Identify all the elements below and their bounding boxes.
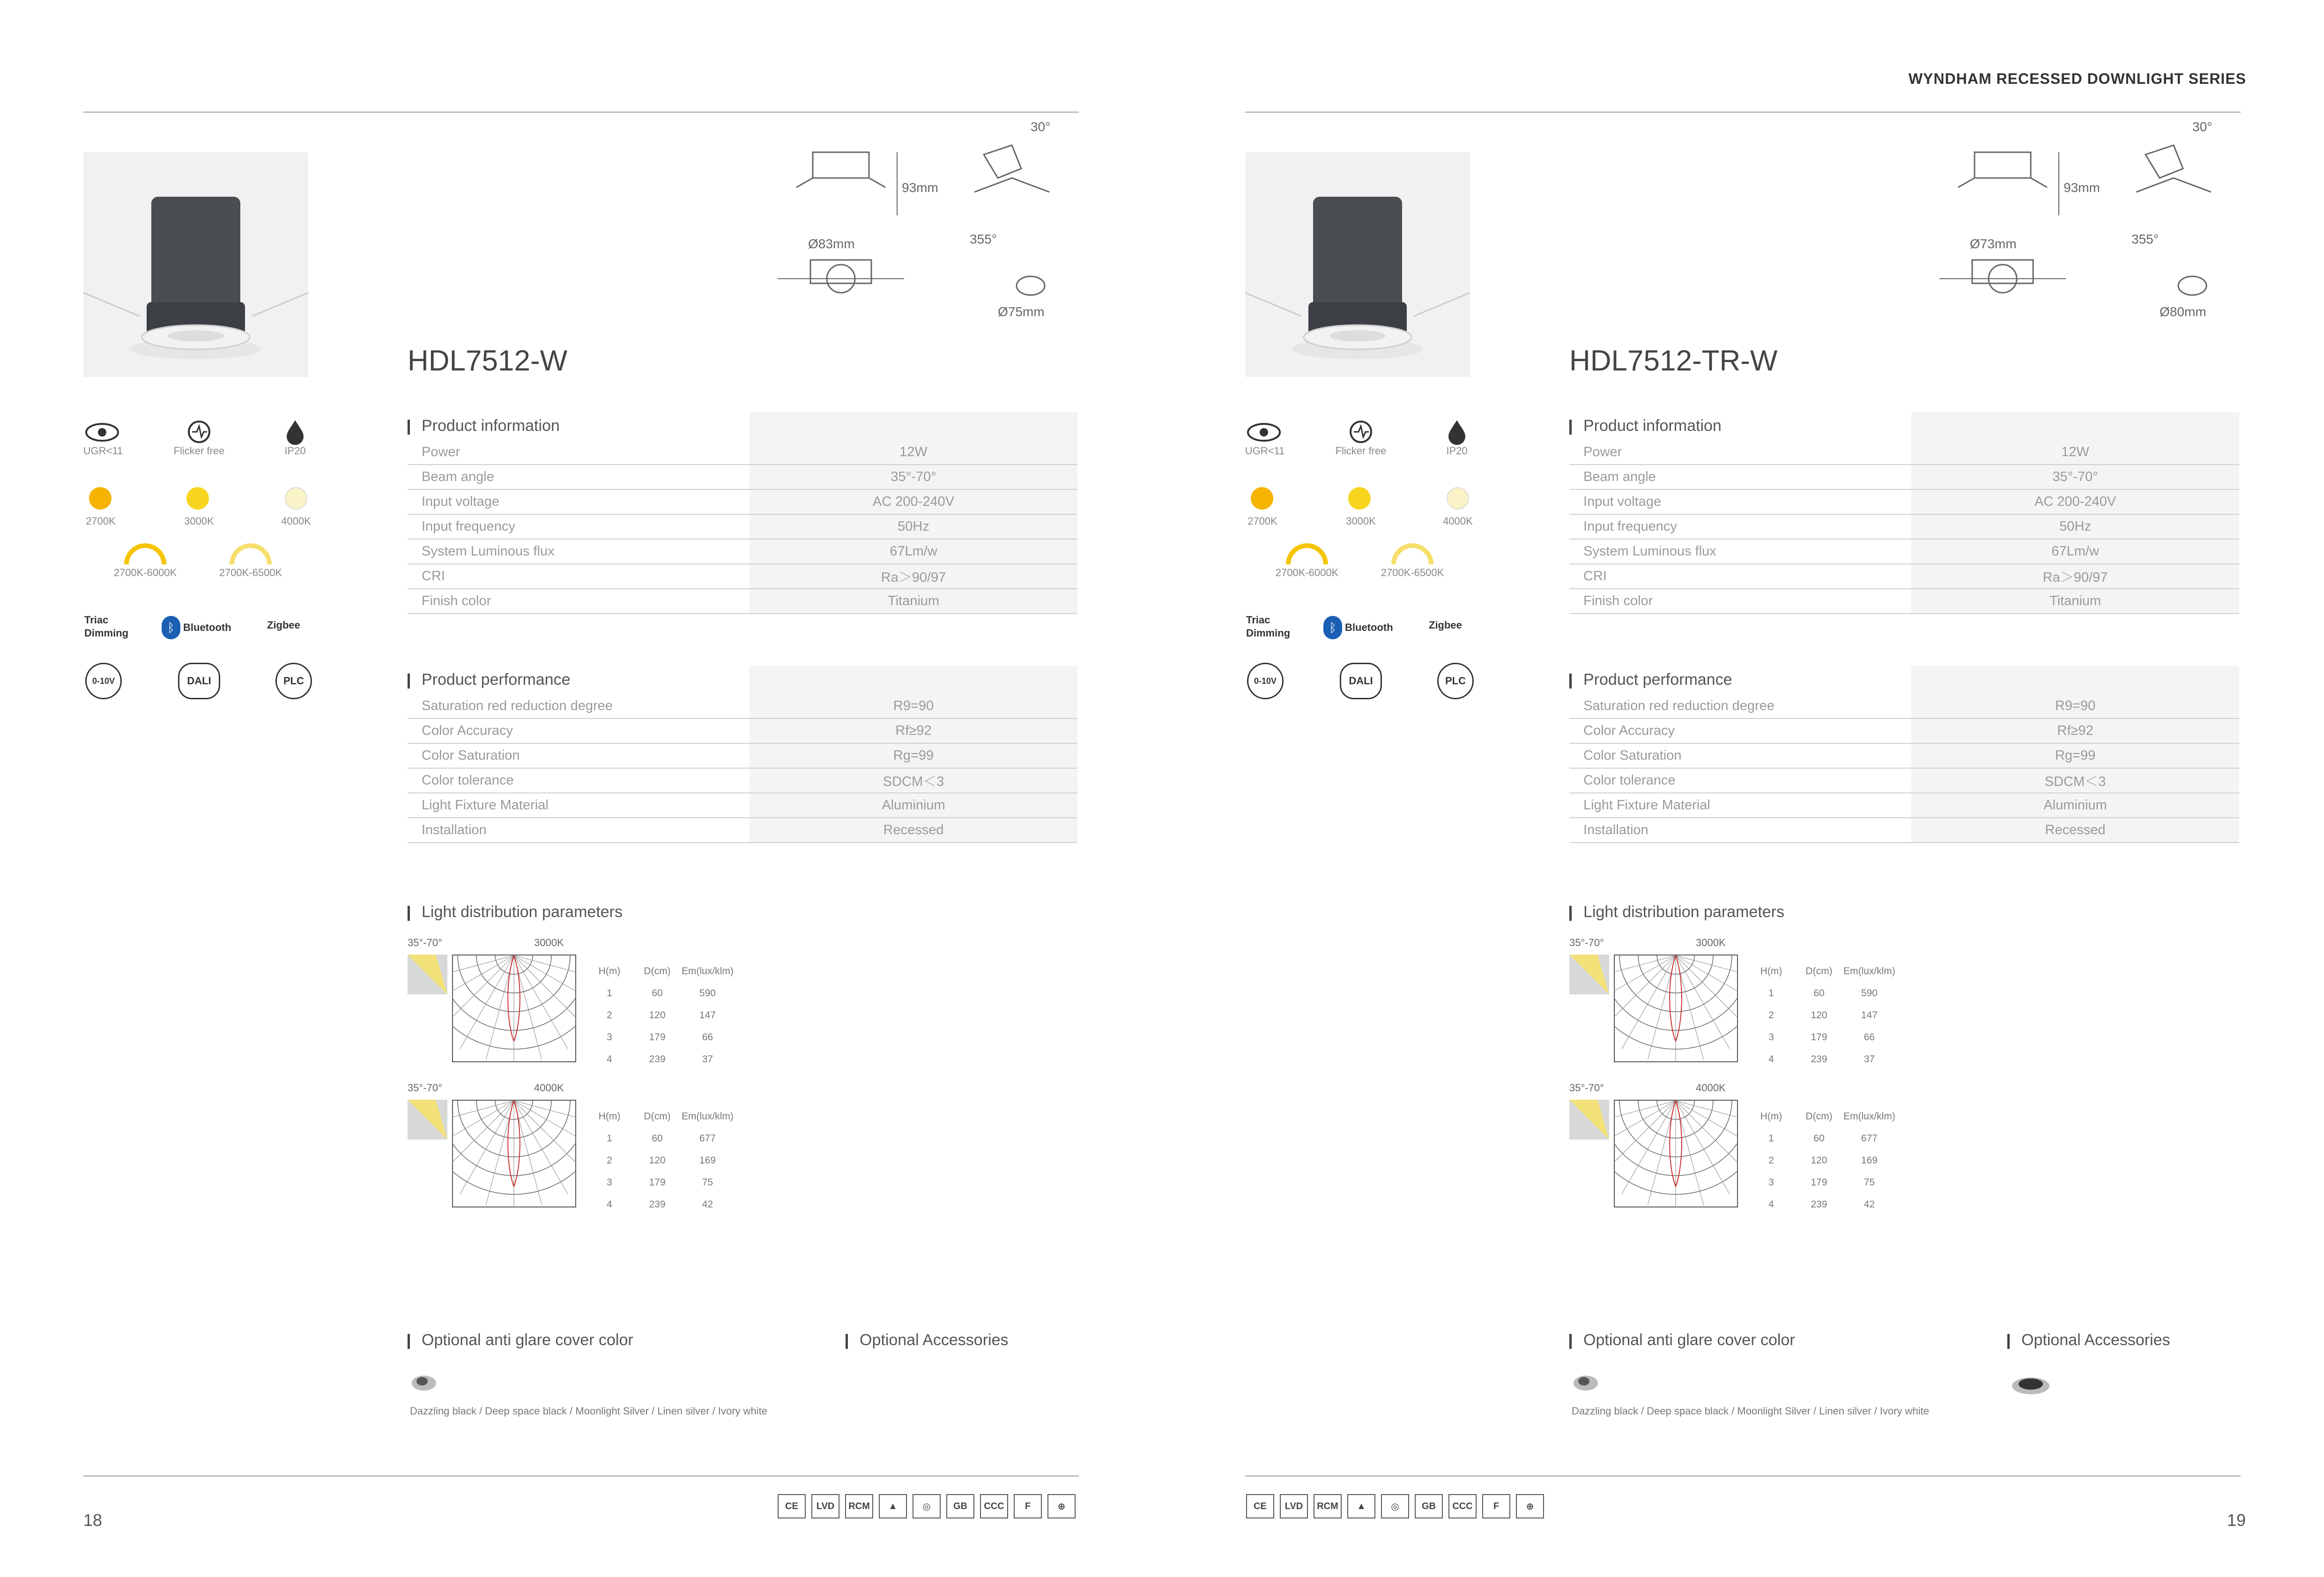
cct-2700-label: 2700K (86, 515, 116, 527)
spec-row (408, 589, 1077, 614)
dim-height: 93mm (902, 180, 938, 195)
illuminance-cell: 1 (1768, 987, 1774, 999)
spec-row (1569, 539, 2239, 564)
spec-value: 67Lm/w (1911, 539, 2239, 564)
illuminance-row (586, 1171, 734, 1193)
illuminance-cell: 2 (1768, 1155, 1774, 1166)
catalog-page (1162, 0, 2324, 1577)
bluetooth-label: Bluetooth (183, 622, 231, 633)
spec-row (1569, 564, 2239, 589)
v010-badge: 0-10V (85, 663, 122, 699)
spec-row (1569, 489, 2239, 514)
illuminance-cell: 1 (607, 987, 612, 999)
spec-row (408, 694, 1077, 718)
illuminance-row (586, 1004, 734, 1026)
bottom-divider (1245, 1475, 2241, 1477)
spec-row (1569, 514, 2239, 539)
anti-glare-title: Optional anti glare cover color (408, 1331, 633, 1349)
cct-4000-swatch (1447, 487, 1469, 510)
product-info-title: Product information (408, 417, 560, 435)
spec-value: Titanium (750, 589, 1077, 614)
spec-row (408, 768, 1077, 793)
spec-value: 50Hz (750, 514, 1077, 539)
spec-key: Input voltage (408, 489, 750, 514)
series-title: WYNDHAM RECESSED DOWNLIGHT SERIES (1908, 70, 2246, 87)
beam-swatch (408, 1100, 447, 1140)
tunable-6500-label: 2700K-6500K (219, 567, 282, 578)
illuminance-cell: 120 (1811, 1155, 1827, 1166)
spec-key: Finish color (408, 589, 750, 614)
spec-value: 35°-70° (1911, 465, 2239, 489)
ip-label: IP20 (1446, 445, 1468, 457)
anti-glare-caption: Dazzling black / Deep space black / Moonlight Silver / Linen silver / Ivory white (410, 1405, 768, 1417)
spec-value: Rg=99 (750, 743, 1077, 768)
tunable-arc-icon (227, 539, 274, 567)
dimension-drawing (768, 117, 1096, 333)
cct-2700-swatch (1251, 487, 1273, 510)
cct-4000-label: 4000K (1443, 515, 1473, 527)
illuminance-header: Em(lux/klm) (1843, 1111, 1895, 1122)
cct-3000-label: 3000K (184, 515, 214, 527)
illuminance-cell: 179 (1811, 1177, 1827, 1188)
spec-row (1569, 465, 2239, 489)
spec-key: Color Saturation (1569, 743, 1911, 768)
spec-row (1569, 694, 2239, 718)
illuminance-cell: 120 (1811, 1009, 1827, 1021)
flicker-label: Flicker free (173, 445, 225, 457)
light-dist-block (408, 1082, 735, 1213)
illuminance-row (586, 1193, 734, 1215)
product-perf-table (408, 666, 1077, 843)
spec-value: R9=90 (750, 694, 1077, 718)
illuminance-row (1747, 982, 1896, 1004)
spec-key: Power (1569, 440, 1911, 465)
product-perf-title: Product performance (1569, 671, 1732, 689)
spec-value: AC 200-240V (750, 489, 1077, 514)
cct-4000-swatch (285, 487, 307, 510)
illuminance-header: H(m) (1760, 965, 1782, 977)
spec-key: Light Fixture Material (1569, 793, 1911, 818)
dim-rotate: 355° (970, 232, 997, 246)
spec-row (1569, 743, 2239, 768)
cert-mark: ◎ (913, 1494, 941, 1518)
dim-cutout: Ø73mm (1970, 237, 2017, 251)
illuminance-cell: 147 (699, 1009, 716, 1021)
beam-swatch (408, 955, 447, 994)
plc-badge: PLC (1437, 663, 1474, 699)
illuminance-row (586, 1149, 734, 1171)
spec-key: Beam angle (408, 465, 750, 489)
cct-2700-swatch (89, 487, 111, 510)
cert-mark: ▲ (879, 1494, 907, 1518)
triac-label: Triac Dimming (1246, 614, 1291, 639)
spec-key: Input frequency (408, 514, 750, 539)
cct-2700-label: 2700K (1247, 515, 1277, 527)
spec-key: Installation (408, 818, 750, 843)
cct-label: 4000K (534, 1082, 564, 1094)
illuminance-cell: 4 (1768, 1199, 1774, 1210)
certification-marks-right (1246, 1494, 1544, 1518)
page-number: 19 (2227, 1510, 2246, 1530)
spec-value: SDCM＜3 (1911, 768, 2239, 793)
illuminance-cell: 239 (649, 1199, 666, 1210)
illuminance-cell: 179 (649, 1031, 666, 1043)
spec-key: Color Saturation (408, 743, 750, 768)
illuminance-header: D(cm) (1805, 1111, 1833, 1122)
illuminance-table (586, 1105, 734, 1215)
spec-key: Power (408, 440, 750, 465)
beam-swatch (1569, 955, 1609, 994)
illuminance-cell: 120 (649, 1155, 666, 1166)
cert-mark: GB (946, 1494, 974, 1518)
tunable-6000-label: 2700K-6000K (113, 567, 177, 578)
top-divider (83, 111, 1079, 113)
bluetooth-badge (162, 616, 231, 639)
illuminance-cell: 37 (1864, 1053, 1875, 1065)
bluetooth-label: Bluetooth (1345, 622, 1393, 633)
cert-mark: ▲ (1347, 1494, 1375, 1518)
illuminance-table (1747, 1105, 1896, 1215)
spec-value: Titanium (1911, 589, 2239, 614)
model-name: HDL7512-TR-W (1569, 345, 1778, 377)
ip-icon (281, 418, 309, 446)
spec-value: Rg=99 (1911, 743, 2239, 768)
illuminance-row (586, 1127, 734, 1149)
spec-value: Aluminium (750, 793, 1077, 818)
spec-row (408, 440, 1077, 465)
beam-angle-label: 35°-70° (408, 1082, 442, 1094)
illuminance-cell: 37 (702, 1053, 713, 1065)
dim-hole: Ø75mm (998, 304, 1045, 319)
cert-mark: CCC (980, 1494, 1008, 1518)
polar-diagram (1614, 955, 1738, 1062)
accessory-image (2010, 1370, 2052, 1398)
bluetooth-icon: ᛒ (1323, 616, 1342, 639)
spec-row (1569, 718, 2239, 743)
spec-key: Installation (1569, 818, 1911, 843)
illuminance-cell: 4 (1768, 1053, 1774, 1065)
flicker-label: Flicker free (1335, 445, 1387, 457)
spec-value: SDCM＜3 (750, 768, 1077, 793)
illuminance-table (586, 960, 734, 1070)
spec-value: Rf≥92 (1911, 718, 2239, 743)
bluetooth-icon: ᛒ (162, 616, 180, 639)
spec-key: Beam angle (1569, 465, 1911, 489)
cct-3000-swatch (1348, 487, 1371, 510)
spec-key: Saturation red reduction degree (1569, 694, 1911, 718)
illuminance-row (1747, 1171, 1896, 1193)
beam-angle-label: 35°-70° (1569, 1082, 1604, 1094)
spec-value: 12W (750, 440, 1077, 465)
product-photo (1245, 152, 1470, 377)
illuminance-row (586, 982, 734, 1004)
product-info-table (408, 412, 1077, 614)
illuminance-cell: 239 (649, 1053, 666, 1065)
illuminance-row (1747, 1127, 1896, 1149)
illuminance-table (1747, 960, 1896, 1070)
illuminance-header: D(cm) (1805, 965, 1833, 977)
spec-row (408, 465, 1077, 489)
spec-row (408, 564, 1077, 589)
spec-key: Color Accuracy (408, 718, 750, 743)
zigbee-badge: Zigbee (1429, 619, 1462, 631)
illuminance-cell: 590 (1861, 987, 1878, 999)
illuminance-header: Em(lux/klm) (1843, 965, 1895, 977)
dali-badge: DALI (1340, 663, 1382, 699)
product-info-title: Product information (1569, 417, 1722, 435)
v010-badge: 0-10V (1247, 663, 1284, 699)
cert-mark: ⊕ (1516, 1494, 1544, 1518)
illuminance-row (1747, 1149, 1896, 1171)
ip-icon (1443, 418, 1471, 446)
bottom-divider (83, 1475, 1079, 1477)
illuminance-cell: 3 (1768, 1177, 1774, 1188)
spec-row (1569, 793, 2239, 818)
spec-value: Rf≥92 (750, 718, 1077, 743)
illuminance-cell: 179 (1811, 1031, 1827, 1043)
beam-angle-label: 35°-70° (1569, 937, 1604, 948)
spec-row (408, 818, 1077, 843)
illuminance-header: H(m) (1760, 1111, 1782, 1122)
polar-diagram (452, 1100, 576, 1207)
illuminance-cell: 239 (1811, 1053, 1827, 1065)
spec-key: System Luminous flux (408, 539, 750, 564)
illuminance-header: H(m) (598, 965, 621, 977)
illuminance-row (1747, 1004, 1896, 1026)
spec-value: 50Hz (1911, 514, 2239, 539)
cert-mark: CCC (1448, 1494, 1477, 1518)
ugr-label: UGR<11 (83, 445, 123, 457)
cert-mark: RCM (845, 1494, 873, 1518)
illuminance-header: Em(lux/klm) (682, 1111, 734, 1122)
ugr-label: UGR<11 (1245, 445, 1285, 457)
accessories-title: Optional Accessories (2007, 1331, 2170, 1349)
illuminance-cell: 3 (607, 1031, 612, 1043)
dim-tilt: 30° (2192, 119, 2213, 134)
tunable-6500-label: 2700K-6500K (1381, 567, 1444, 578)
top-divider (1245, 111, 2241, 113)
dimension-drawing (1930, 117, 2258, 333)
light-dist-title: Light distribution parameters (1569, 903, 1784, 921)
flicker-icon (186, 419, 212, 445)
illuminance-cell: 60 (1813, 987, 1825, 999)
anti-glare-cover-image (1572, 1370, 1600, 1393)
cert-mark: LVD (1280, 1494, 1308, 1518)
cct-3000-swatch (186, 487, 209, 510)
light-dist-block (1569, 1082, 1897, 1213)
cert-mark: F (1482, 1494, 1510, 1518)
illuminance-cell: 2 (1768, 1009, 1774, 1021)
illuminance-header: H(m) (598, 1111, 621, 1122)
tunable-arc-icon (1389, 539, 1436, 567)
anti-glare-title: Optional anti glare cover color (1569, 1331, 1795, 1349)
cct-label: 4000K (1696, 1082, 1726, 1094)
cert-mark: GB (1415, 1494, 1443, 1518)
illuminance-cell: 42 (702, 1199, 713, 1210)
spec-key: Input frequency (1569, 514, 1911, 539)
illuminance-cell: 239 (1811, 1199, 1827, 1210)
beam-swatch (1569, 1100, 1609, 1140)
dim-tilt: 30° (1031, 119, 1051, 134)
certification-marks-left (778, 1494, 1076, 1518)
spec-row (408, 539, 1077, 564)
illuminance-cell: 677 (699, 1133, 716, 1144)
illuminance-cell: 3 (1768, 1031, 1774, 1043)
product-info-table (1569, 412, 2239, 614)
flicker-icon (1348, 419, 1374, 445)
illuminance-cell: 1 (607, 1133, 612, 1144)
illuminance-header: Em(lux/klm) (682, 965, 734, 977)
illuminance-header: D(cm) (644, 965, 671, 977)
illuminance-cell: 169 (1861, 1155, 1878, 1166)
spec-value: 67Lm/w (750, 539, 1077, 564)
spec-value: AC 200-240V (1911, 489, 2239, 514)
light-dist-block (1569, 937, 1897, 1068)
tunable-6000-label: 2700K-6000K (1275, 567, 1339, 578)
spec-key: Saturation red reduction degree (408, 694, 750, 718)
illuminance-cell: 2 (607, 1155, 612, 1166)
accessories-title: Optional Accessories (846, 1331, 1009, 1349)
spec-row (1569, 818, 2239, 843)
illuminance-cell: 60 (652, 1133, 663, 1144)
ip-label: IP20 (284, 445, 306, 457)
illuminance-header: D(cm) (644, 1111, 671, 1122)
eye-icon (84, 419, 122, 445)
illuminance-cell: 60 (652, 987, 663, 999)
spec-row (1569, 589, 2239, 614)
cct-label: 3000K (1696, 937, 1726, 948)
cert-mark: CE (1246, 1494, 1274, 1518)
spec-row (1569, 440, 2239, 465)
dim-hole: Ø80mm (2160, 304, 2206, 319)
spec-key: CRI (408, 564, 750, 589)
light-dist-title: Light distribution parameters (408, 903, 623, 921)
zigbee-badge: Zigbee (267, 619, 300, 631)
spec-value: Aluminium (1911, 793, 2239, 818)
spec-value: Ra＞90/97 (1911, 564, 2239, 589)
illuminance-cell: 4 (607, 1053, 612, 1065)
illuminance-row (586, 1048, 734, 1070)
illuminance-cell: 2 (607, 1009, 612, 1021)
page-number: 18 (83, 1510, 103, 1530)
spec-row (1569, 768, 2239, 793)
polar-diagram (452, 955, 576, 1062)
illuminance-cell: 3 (607, 1177, 612, 1188)
tunable-arc-icon (1284, 539, 1330, 567)
illuminance-cell: 169 (699, 1155, 716, 1166)
spec-key: CRI (1569, 564, 1911, 589)
light-dist-block (408, 937, 735, 1068)
illuminance-cell: 590 (699, 987, 716, 999)
spec-value: R9=90 (1911, 694, 2239, 718)
triac-label: Triac Dimming (84, 614, 129, 639)
cct-label: 3000K (534, 937, 564, 948)
illuminance-cell: 1 (1768, 1133, 1774, 1144)
dim-cutout: Ø83mm (808, 237, 855, 251)
illuminance-row (1747, 1193, 1896, 1215)
illuminance-cell: 66 (702, 1031, 713, 1043)
anti-glare-caption: Dazzling black / Deep space black / Moonlight Silver / Linen silver / Ivory white (1572, 1405, 1930, 1417)
illuminance-cell: 66 (1864, 1031, 1875, 1043)
model-name: HDL7512-W (408, 345, 568, 377)
illuminance-cell: 75 (1864, 1177, 1875, 1188)
plc-badge: PLC (275, 663, 312, 699)
spec-key: Finish color (1569, 589, 1911, 614)
spec-row (408, 489, 1077, 514)
anti-glare-cover-image (410, 1370, 438, 1393)
illuminance-cell: 60 (1813, 1133, 1825, 1144)
illuminance-cell: 147 (1861, 1009, 1878, 1021)
spec-value: 35°-70° (750, 465, 1077, 489)
bluetooth-badge (1323, 616, 1393, 639)
illuminance-row (1747, 1026, 1896, 1048)
illuminance-cell: 42 (1864, 1199, 1875, 1210)
spec-key: System Luminous flux (1569, 539, 1911, 564)
cert-mark: LVD (811, 1494, 839, 1518)
eye-icon (1246, 419, 1284, 445)
cert-mark: F (1014, 1494, 1042, 1518)
spec-key: Color tolerance (1569, 768, 1911, 793)
spec-row (408, 718, 1077, 743)
illuminance-cell: 120 (649, 1009, 666, 1021)
illuminance-cell: 677 (1861, 1133, 1878, 1144)
illuminance-row (1747, 1048, 1896, 1070)
illuminance-cell: 179 (649, 1177, 666, 1188)
dim-height: 93mm (2064, 180, 2100, 195)
cct-3000-label: 3000K (1346, 515, 1376, 527)
cert-mark: CE (778, 1494, 806, 1518)
illuminance-cell: 4 (607, 1199, 612, 1210)
illuminance-cell: 75 (702, 1177, 713, 1188)
spec-row (408, 743, 1077, 768)
product-photo (83, 152, 308, 377)
dim-rotate: 355° (2131, 232, 2159, 246)
product-perf-table (1569, 666, 2239, 843)
spec-row (408, 514, 1077, 539)
cert-mark: RCM (1314, 1494, 1342, 1518)
cert-mark: ◎ (1381, 1494, 1409, 1518)
cert-mark: ⊕ (1047, 1494, 1076, 1518)
product-perf-title: Product performance (408, 671, 571, 689)
illuminance-row (586, 1026, 734, 1048)
spec-value: Recessed (750, 818, 1077, 843)
spec-value: Ra＞90/97 (750, 564, 1077, 589)
spec-row (408, 793, 1077, 818)
tunable-arc-icon (122, 539, 169, 567)
cct-4000-label: 4000K (281, 515, 311, 527)
spec-value: 12W (1911, 440, 2239, 465)
polar-diagram (1614, 1100, 1738, 1207)
spec-key: Input voltage (1569, 489, 1911, 514)
spec-key: Color Accuracy (1569, 718, 1911, 743)
spec-key: Color tolerance (408, 768, 750, 793)
spec-value: Recessed (1911, 818, 2239, 843)
dali-badge: DALI (178, 663, 220, 699)
beam-angle-label: 35°-70° (408, 937, 442, 948)
spec-key: Light Fixture Material (408, 793, 750, 818)
